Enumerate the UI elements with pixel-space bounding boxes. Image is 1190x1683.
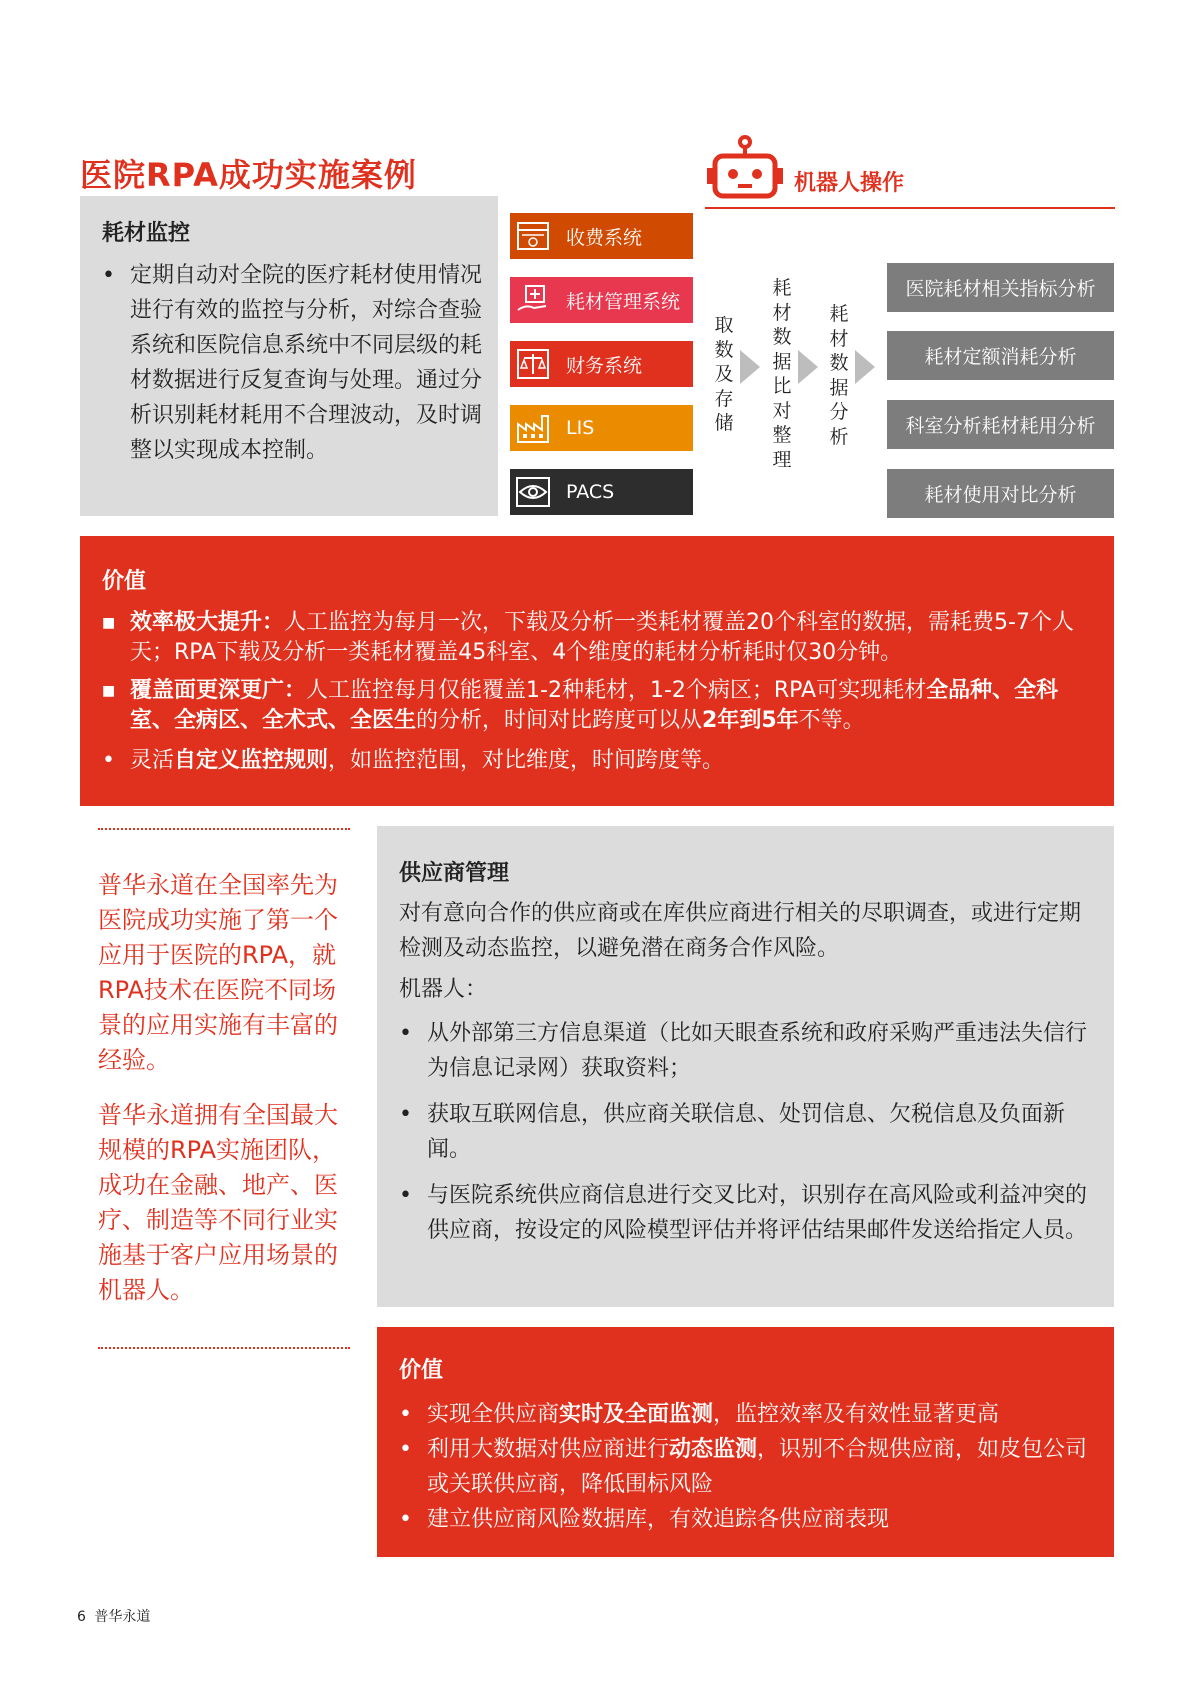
value-item-realtime: • 实现全供应商实时及全面监测，监控效率及有效性显著更高 [399, 1397, 1089, 1432]
sidebar-divider-top [98, 828, 350, 830]
system-pacs [510, 469, 693, 515]
supplier-robot-label: 机器人： [399, 977, 488, 1002]
consumables-heading: 耗材监控 [102, 221, 191, 246]
system-label: 耗材管理系统 [566, 290, 681, 313]
system-label: 收费系统 [566, 226, 643, 249]
arrow-icon [740, 350, 760, 384]
footer-brand: 普华永道 [94, 1609, 151, 1625]
value-heading: 价值 [102, 569, 147, 594]
value-item-dynamic: • 利用大数据对供应商进行动态监测，识别不合规供应商，如皮包公司或关联供应商，降低围标风险 [399, 1432, 1089, 1502]
robot-operation-label: 机器人操作 [794, 171, 905, 196]
supplier-item: • 与医院系统供应商信息进行交叉比对，识别存在高风险或利益冲突的供应商，按设定的风险模型评估并将评估结果邮件发送给指定人员。 [399, 1178, 1089, 1248]
analysis-item: 医院耗材相关指标分析 [887, 263, 1114, 312]
consumables-monitoring-box [80, 196, 498, 516]
consumables-description: • 定期自动对全院的医疗耗材使用情况进行有效的监控与分析，对综合查验系统和医院信息系统中不同层级的耗材数据进行反复查询与处理。通过分析识别耗材耗用不合理波动，及时调整以实现成本控制。 [102, 258, 482, 468]
value-box-consumables [80, 536, 1114, 806]
step-analysis: 耗 材 数 据 分 析 [829, 303, 849, 448]
page-number: 6 [77, 1609, 86, 1625]
arrow-icon [855, 350, 875, 384]
page-footer [77, 1606, 150, 1626]
sidebar-divider-bottom [98, 1347, 350, 1349]
header-divider [705, 207, 1115, 209]
analysis-item: 耗材定额消耗分析 [887, 331, 1114, 380]
supplies-icon [510, 277, 556, 323]
supplier-heading: 供应商管理 [399, 861, 510, 886]
arrow-icon [798, 350, 818, 384]
eye-icon [510, 469, 556, 515]
page-title: 医院RPA成功实施案例 [80, 156, 417, 194]
sidebar-para-1: 普华永道在全国率先为医院成功实施了第一个应用于医院的RPA，就RPA技术在医院不同场景的应用实施有丰富的经验。 [98, 871, 338, 1074]
analysis-item: 耗材使用对比分析 [887, 469, 1114, 518]
billing-icon [510, 213, 556, 259]
step-fetch-store: 取 数 及 存 储 [714, 314, 734, 434]
analysis-item: 科室分析耗材耗用分析 [887, 400, 1114, 449]
balance-icon [510, 341, 556, 387]
factory-icon [510, 405, 556, 451]
system-finance [510, 341, 693, 387]
value-item-custom-rules: • 灵活自定义监控规则，如监控范围，对比维度，时间跨度等。 [102, 746, 1102, 776]
robot-icon [705, 134, 785, 204]
system-lis [510, 405, 693, 451]
value-item-efficiency: ■ 效率极大提升：人工监控为每月一次，下载及分析一类耗材覆盖20个科室的数据，需耗费5-7个人天；RPA下载及分析一类耗材覆盖45科室、4个维度的耗材分析耗时仅30分钟。 [102, 608, 1102, 668]
value-item-coverage: ■ 覆盖面更深更广：人工监控每月仅能覆盖1-2种耗材，1-2个病区；RPA可实现耗材全品种、全科室、全病区、全术式、全医生的分析，时间对比跨度可以从2年到5年不等。 [102, 676, 1102, 736]
supplier-intro: 对有意向合作的供应商或在库供应商进行相关的尽职调查，或进行定期检测及动态监控，以避免潜在商务合作风险。 [399, 901, 1082, 961]
step-compare-organize: 耗 材 数 据 比 对 整 理 [772, 277, 792, 471]
system-supplies [510, 277, 693, 323]
supplier-management-box [377, 826, 1114, 1307]
system-label: 财务系统 [566, 354, 643, 377]
supplier-item: • 从外部第三方信息渠道（比如天眼查系统和政府采购严重违法失信行为信息记录网）获取资料； [399, 1016, 1089, 1086]
sidebar-para-2: 普华永道拥有全国最大规模的RPA实施团队，成功在金融、地产、医疗、制造等不同行业实施基于客户应用场景的机器人。 [98, 1101, 338, 1304]
value-box-supplier [377, 1327, 1114, 1557]
supplier-item: • 获取互联网信息，供应商关联信息、处罚信息、欠税信息及负面新闻。 [399, 1097, 1089, 1167]
system-label: PACS [566, 481, 615, 503]
value-item-database: • 建立供应商风险数据库，有效追踪各供应商表现 [399, 1502, 1089, 1537]
system-label: LIS [566, 417, 595, 439]
system-billing [510, 213, 693, 259]
value-heading: 价值 [399, 1358, 444, 1383]
